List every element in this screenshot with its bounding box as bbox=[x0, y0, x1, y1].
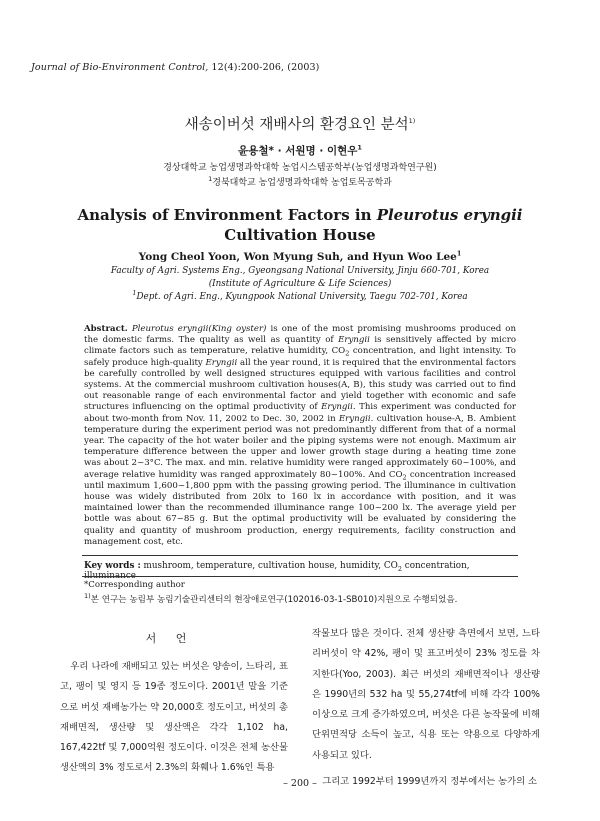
english-affiliation-2 bbox=[0, 289, 600, 302]
abstract-s5: This experiment was conducted for about two-month from Nov. 11, 2002 to Dec. 30, 2002 in bbox=[84, 402, 516, 424]
introduction-heading: 서 언 bbox=[145, 632, 195, 645]
keywords-label: Key words : bbox=[84, 561, 141, 571]
corresponding-author-note: *Corresponding author bbox=[84, 580, 185, 590]
journal-volume: 12(4):200-206, (2003) bbox=[208, 62, 320, 73]
english-title-species: Pleurotus eryngii bbox=[376, 206, 523, 224]
korean-authors bbox=[0, 143, 600, 158]
abstract-s3: concentration, and light intensity. To safely produce high-quality bbox=[84, 346, 516, 368]
korean-affiliation-2-text: 경북대학교 농업생명과학대학 농업토목공학과 bbox=[212, 178, 392, 188]
english-authors bbox=[0, 251, 600, 263]
abstract-co2-sub: 2 bbox=[345, 350, 350, 359]
keywords bbox=[84, 561, 516, 581]
introduction-paragraph-2: 그리고 1992부터 1999년까지 정부에서는 농가의 소 bbox=[322, 776, 537, 788]
korean-affiliation-1: 경상대학교 농업생명과학대학 농업시스템공학부(농업생명과학연구원) bbox=[163, 163, 437, 173]
introduction-paragraph-1: 우리 나라에 재배되고 있는 버섯은 양송이, 느타리, 표고, 팽이 및 영지 등 19종 정도이다. 2001년 말을 기준으로 버섯 재배농가는 약 20,000호 정도이고, 버섯의 총 재배면적, 생산량 및 생산액은 각각 1,102 ha, 167,422tf 및 7,000억원 정도이다. 이것은 전체 농산물 생산액의 3% 정도로서 2.3%의 화훼나 1.6%인 특용 bbox=[60, 661, 288, 774]
abstract-s2-italic: Eryngii bbox=[338, 335, 370, 346]
english-authors-sup: 1 bbox=[456, 249, 462, 258]
abstract-s5-italic: Eryngii. bbox=[338, 413, 374, 424]
korean-title bbox=[0, 113, 600, 134]
abstract-s4: all the year round, it is required that the environmental factors be carefully controlled by well designed structures equipped with various facilities and control systems. At the commercial mushroom cultivation houses(A, B), this study was carried out to find out reasonable range of each environmental factor and yield together with economic and safe structures influencing on the optimal productivity of bbox=[84, 357, 516, 413]
introduction-right-column bbox=[312, 624, 540, 792]
english-affiliation-1b: (Institute of Agriculture & Life Sciences) bbox=[208, 279, 392, 289]
abstract-label: Abstract. bbox=[84, 324, 128, 334]
korean-authors-text: 윤용철* · 서원명 · 이현우 bbox=[238, 145, 358, 157]
keywords-text-a: mushroom, temperature, cultivation house, humidity, CO bbox=[140, 561, 398, 571]
introduction-paragraph-1-continued: 작물보다 많은 것이다. 전체 생산량 측면에서 보면, 느타리버섯이 약 42%, 팽이 및 표고버섯이 23% 정도를 차지한다(Yoo, 2003). 최근 버섯의 재배면적이나 생산량은 1990년의 532 ha 및 55,274tf에 비해 각각 100% 이상으로 크게 증가하였으며, 버섯은 다른 농작물에 비해 단위면적당 소득이 높고, 식용 또는 약용으로 다양하게 사용되고 있다. bbox=[312, 628, 540, 761]
korean-affiliation-2-sup: 1 bbox=[208, 175, 213, 183]
abstract-s4-italic: Eryngii. bbox=[321, 402, 356, 413]
keywords-rule-bottom bbox=[82, 576, 518, 577]
korean-title-text: 새송이버섯 재배사의 환경요인 분석 bbox=[184, 117, 409, 133]
funding-footnote-text: 본 연구는 농림부 농림기술관리센터의 현장애로연구(102016-03-1-SB010)지원으로 수행되었음. bbox=[90, 595, 458, 605]
abstract-co2-sub-b: 2 bbox=[402, 473, 407, 482]
journal-citation bbox=[31, 62, 319, 73]
keywords-text-b: concentration, illuminance bbox=[84, 561, 470, 581]
english-title-part1: Analysis of Environment Factors in bbox=[77, 206, 377, 224]
english-title bbox=[60, 205, 540, 245]
english-affiliation-1: Faculty of Agri. Systems Eng., Gyeongsang National University, Jinju 660-701, Korea bbox=[110, 266, 490, 276]
english-title-part3: Cultivation House bbox=[224, 226, 376, 244]
keywords-co2-sub: 2 bbox=[397, 564, 402, 573]
korean-authors-sup: 1 bbox=[357, 143, 362, 152]
abstract-s1-italic: Pleurotus eryngii(King oyster) bbox=[131, 324, 267, 334]
introduction-left-column bbox=[60, 657, 288, 779]
english-affiliation-2-sup: 1 bbox=[132, 289, 137, 298]
page-number: – 200 – bbox=[283, 778, 317, 789]
english-authors-text: Yong Cheol Yoon, Won Myung Suh, and Hyun Woo Lee bbox=[138, 251, 457, 263]
abstract bbox=[84, 324, 516, 548]
english-affiliation-2-text: Dept. of Agri. Eng., Kyungpook National University, Taegu 702-701, Korea bbox=[136, 292, 468, 302]
korean-title-footnote-mark: 1) bbox=[408, 117, 416, 126]
journal-name: Journal of Bio-Environment Control, bbox=[31, 62, 209, 73]
abstract-s6: cultivation house-A, B. Ambient temperature during the experiment period was not predominantly different from that of a normal year. The capacity of the hot water boiler and the piping systems were not enough. Maximum air temperature difference between the upper and lower growth stage during a heating time zone was about 2~3°C. The max. and min. relative humidity were ranged approximately 60~100%, and average relative humidity was ranged approximately 80~100%. And CO bbox=[84, 413, 517, 480]
abstract-s3-italic: Eryngii bbox=[205, 357, 238, 368]
abstract-s7: concentration increased until maximum 1,600~1,800 ppm with the passing growing period. The illuminance in cultivation house was widely distributed from 20lx to 160 lx in accordance with position, and it was maintained lower than the recommended illuminance range 100~200 lx. The average yield per bottle was about 67~85 g. But the optimal productivity will be evaluated by considering the quality and quantity of mushroom production, energy requirements, facility construction and management cost, etc. bbox=[84, 469, 516, 547]
korean-affiliation-2 bbox=[0, 175, 600, 188]
abstract-s1: is one of the most promising mushrooms produced on the domestic farms. The quality as well as quantity of bbox=[84, 324, 517, 346]
abstract-s2: is sensitively affected by micro climate factors such as temperature, relative humidity, CO bbox=[84, 335, 516, 357]
funding-footnote-mark: 1) bbox=[84, 592, 91, 601]
funding-footnote bbox=[84, 593, 457, 605]
keywords-rule-top bbox=[82, 555, 518, 556]
